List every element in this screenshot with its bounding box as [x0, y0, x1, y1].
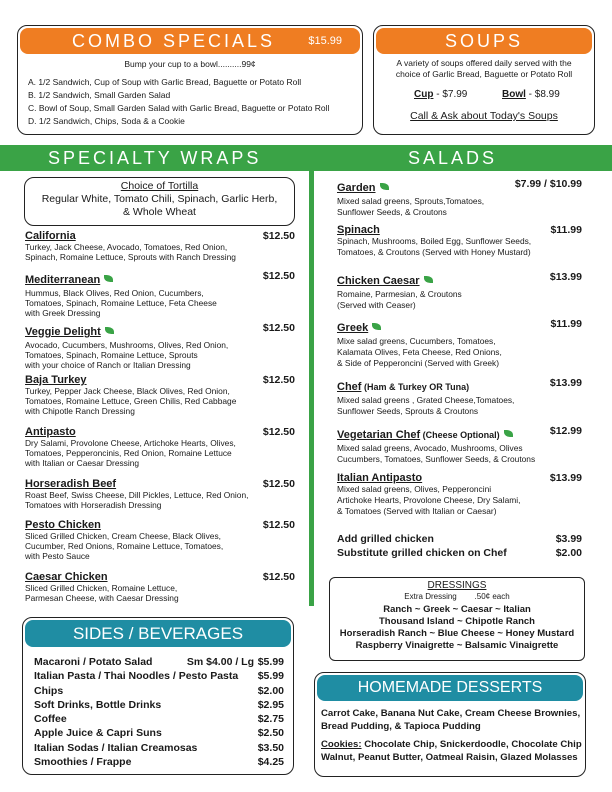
leaf-icon	[372, 323, 381, 330]
wrap-name: California	[25, 230, 76, 242]
leaf-icon	[380, 183, 389, 190]
combo-price: $15.99	[308, 35, 342, 47]
desserts-line: Carrot Cake, Banana Nut Cake, Cream Cheese Brownies,	[321, 708, 581, 719]
soups-title: SOUPS	[444, 31, 524, 51]
salad-desc: & Side of Pepperoncini (Served with Greek)	[337, 358, 499, 368]
side-row	[34, 698, 284, 712]
salad-desc: Mixed salad greens, Olives, Pepperoncini	[337, 484, 492, 494]
salad-item	[337, 472, 582, 517]
side-label: Apple Juice & Capri Suns	[34, 727, 162, 740]
salad-name: Spinach	[337, 224, 380, 236]
dressing-line: Thousand Island ~ Chipotle Ranch	[379, 616, 535, 627]
wrap-item	[25, 322, 295, 370]
dressings-text	[329, 580, 585, 652]
salad-price: $13.99	[549, 472, 582, 484]
wrap-name: Antipasto	[25, 426, 76, 438]
cup-price-row	[414, 89, 467, 100]
salad-extra: (Ham & Turkey OR Tuna)	[361, 382, 470, 392]
salad-price: $13.99	[549, 271, 582, 283]
wrap-name: Pesto Chicken	[25, 519, 101, 531]
salad-desc: Mixed salad greens, Avocado, Mushrooms, Olives	[337, 443, 523, 453]
wrap-desc: Tomatoes, Romaine Lettuce, Green Chilis, Red Cabbage	[25, 396, 237, 406]
wrap-price: $12.50	[262, 519, 295, 531]
wrap-name: Horseradish Beef	[25, 478, 117, 490]
wrap-item	[25, 478, 295, 510]
wrap-desc: with Chipotle Ranch Dressing	[25, 406, 135, 416]
wrap-item	[25, 374, 295, 416]
salad-name: Greek	[337, 322, 369, 334]
wrap-price: $12.50	[262, 374, 295, 386]
wrap-price: $12.50	[262, 571, 295, 583]
salad-name: Garden	[337, 182, 376, 194]
tortilla-line: & Whole Wheat	[123, 206, 196, 218]
salad-desc: & Tomatoes (Served with Italian or Caesar)	[337, 506, 497, 516]
cookies-line: Walnut, Peanut Butter, Oatmeal Raisin, Glazed Molasses	[321, 751, 578, 763]
salad-desc: Tomatoes, & Croutons (Served with Honey Mustard)	[337, 247, 531, 257]
soups-desc-line: choice of Garlic Bread, Baguette or Potato Roll	[395, 69, 573, 79]
salad-item	[337, 178, 582, 218]
wrap-desc: Roast Beef, Swiss Cheese, Dill Pickles, Lettuce, Red Onion,	[25, 490, 249, 500]
salad-desc: Sunflower Seeds, & Croutons	[337, 207, 447, 217]
wrap-desc: Parmesan Cheese, with Caesar Dressing	[25, 593, 179, 603]
combo-list	[28, 76, 358, 128]
side-label: Italian Sodas / Italian Creamosas	[34, 741, 198, 754]
wrap-desc: with Pesto Sauce	[25, 551, 90, 561]
salad-name: Vegetarian Chef	[337, 429, 421, 441]
salad-name: Italian Antipasto	[337, 472, 423, 484]
salad-name: Chef	[337, 381, 362, 393]
soups-desc	[376, 58, 592, 80]
side-row	[34, 755, 284, 769]
wrap-item	[25, 571, 295, 603]
wrap-item	[25, 426, 295, 468]
wrap-price: $12.50	[262, 270, 295, 282]
addon-row	[337, 547, 582, 559]
soups-header	[376, 28, 592, 54]
salad-price: $13.99	[549, 377, 582, 389]
addon-label: Substitute grilled chicken on Chef	[337, 547, 507, 559]
wrap-item	[25, 230, 295, 262]
wrap-desc: Turkey, Jack Cheese, Avocado, Tomatoes, Red Onion,	[25, 242, 228, 252]
side-price: $4.25	[257, 756, 284, 769]
wrap-desc: Dry Salami, Provolone Cheese, Artichoke Hearts, Olives,	[25, 438, 236, 448]
salad-item	[337, 377, 582, 417]
wrap-name: Mediterranean	[25, 274, 101, 286]
wrap-price: $12.50	[262, 230, 295, 242]
tortilla-title: Choice of Tortilla	[120, 180, 199, 192]
side-label: Coffee	[34, 713, 67, 726]
wrap-price: $12.50	[262, 426, 295, 438]
cookies-label: Cookies:	[321, 739, 362, 750]
salad-name: Chicken Caesar	[337, 275, 420, 287]
soups-call: Call & Ask about Today's Soups	[410, 110, 558, 122]
wrap-desc: with Italian or Caesar Dressing	[25, 458, 140, 468]
bowl-price-row	[502, 89, 560, 100]
combo-header	[20, 28, 360, 54]
side-row	[34, 741, 284, 755]
side-price: $2.95	[257, 698, 284, 711]
salad-item	[337, 224, 582, 258]
section-banner	[0, 145, 612, 171]
addon-label: Add grilled chicken	[337, 533, 434, 545]
dressing-line: Raspberry Vinaigrette ~ Balsamic Vinaigrette	[355, 640, 559, 651]
salad-item	[337, 271, 582, 311]
combo-item: C. Bowl of Soup, Small Garden Salad with Garlic Bread, Baguette or Potato Roll	[28, 103, 330, 113]
dressing-line: Ranch ~ Greek ~ Caesar ~ Italian	[383, 604, 531, 615]
salad-desc: Mixed salad greens , Grated Cheese,Tomatoes,	[337, 395, 515, 405]
cookies-row	[321, 739, 583, 752]
side-price: $3.50	[257, 741, 284, 754]
salad-desc: Sunflower Seeds, Sprouts & Croutons	[337, 406, 479, 416]
leaf-icon	[104, 275, 113, 282]
desserts-line: Bread Pudding, & Tapioca Pudding	[321, 720, 481, 732]
wrap-desc: with Greek Dressing	[25, 308, 101, 318]
salad-desc: Artichoke Hearts, Provolone Cheese, Dry Salami,	[337, 495, 521, 505]
wrap-name: Caesar Chicken	[25, 571, 108, 583]
wrap-desc: Tomatoes, Spinach, Romaine Lettuce, Feta Cheese	[25, 298, 217, 308]
combo-title: COMBO SPECIALS	[72, 31, 276, 51]
salad-price: $7.99 / $10.99	[514, 178, 582, 190]
combo-item: A. 1/2 Sandwich, Cup of Soup with Garlic Bread, Baguette or Potato Roll	[28, 77, 302, 87]
salad-desc: Spinach, Mushrooms, Boiled Egg, Sunflower Seeds,	[337, 236, 532, 246]
sides-title: SIDES / BEVERAGES	[72, 624, 244, 643]
salad-desc: Kalamata Olives, Feta Cheese, Red Onions,	[337, 347, 502, 357]
dressings-extra: Extra Dressing .50¢ each	[404, 592, 510, 601]
leaf-icon	[105, 327, 114, 334]
sides-list	[34, 655, 284, 769]
addon-row	[337, 533, 582, 545]
tortilla-text	[24, 180, 295, 219]
side-row	[34, 655, 284, 669]
cookies-line: Chocolate Chip, Snickerdoodle, Chocolate Chip	[361, 739, 582, 750]
salads-title: SALADS	[408, 148, 498, 168]
soups-desc-line: A variety of soups offered daily served with the	[396, 58, 572, 68]
side-row	[34, 684, 284, 698]
side-row	[34, 712, 284, 726]
wrap-desc: Tomatoes with Horseradish Dressing	[25, 500, 162, 510]
cup-price: - $7.99	[433, 89, 468, 100]
salad-price: $11.99	[550, 224, 582, 236]
desserts-text	[321, 708, 583, 764]
sides-header	[25, 620, 291, 647]
side-price: $2.00	[257, 684, 284, 697]
column-divider	[309, 171, 314, 606]
side-label: Italian Pasta / Thai Noodles / Pesto Pasta	[34, 670, 239, 683]
side-price: $5.99	[257, 670, 284, 683]
side-price: $2.50	[257, 727, 284, 740]
bowl-label: Bowl	[502, 89, 526, 100]
salad-desc: Mixed salad greens, Sprouts,Tomatoes,	[337, 196, 485, 206]
combo-bump: Bump your cup to a bowl..........99¢	[124, 59, 256, 69]
wrap-price: $12.50	[262, 478, 295, 490]
wrap-desc: Spinach, Romaine Lettuce, Sprouts with Ranch Dressing	[25, 252, 236, 262]
side-label: Soft Drinks, Bottle Drinks	[34, 698, 162, 711]
side-label: Macaroni / Potato Salad	[34, 656, 153, 668]
wrap-desc: Turkey, Pepper Jack Cheese, Black Olives, Red Onion,	[25, 386, 230, 396]
side-label: Chips	[34, 684, 64, 697]
wrap-item	[25, 519, 295, 561]
tortilla-line: Regular White, Tomato Chili, Spinach, Garlic Herb,	[41, 193, 278, 205]
addon-price: $2.00	[555, 547, 582, 559]
salad-desc: Romaine, Parmesian, & Croutons	[337, 289, 462, 299]
combo-item: B. 1/2 Sandwich, Small Garden Salad	[28, 90, 171, 100]
wrap-desc: Cucumber, Red Onions, Romaine Lettuce, Tomatoes,	[25, 541, 224, 551]
desserts-title: HOMEMADE DESSERTS	[357, 679, 543, 696]
salad-desc: Cucumbers, Tomatoes, Sunflower Seeds, & Croutons	[337, 454, 536, 464]
wrap-desc: with your choice of Ranch or Italian Dressing	[25, 360, 191, 370]
side-label: Smoothies / Frappe	[34, 756, 132, 769]
wrap-desc: Tomatoes, Spinach, Romaine Lettuce, Sprouts	[25, 350, 198, 360]
salad-price: $12.99	[549, 425, 582, 437]
wrap-price: $12.50	[262, 322, 295, 334]
wrap-desc: Hummus, Black Olives, Red Onion, Cucumbers,	[25, 288, 204, 298]
salad-price: $11.99	[550, 318, 582, 330]
wraps-title: SPECIALTY WRAPS	[48, 148, 262, 168]
side-row	[34, 669, 284, 683]
combo-item: D. 1/2 Sandwich, Chips, Soda & a Cookie	[28, 116, 185, 126]
wrap-name: Veggie Delight	[25, 326, 101, 338]
addon-price: $3.99	[555, 533, 582, 545]
salad-item	[337, 318, 582, 369]
desserts-header	[317, 675, 583, 701]
wrap-name: Baja Turkey	[25, 374, 87, 386]
dressings-title: DRESSINGS	[427, 580, 487, 591]
salad-extra: (Cheese Optional)	[420, 430, 500, 440]
wrap-desc: Sliced Grilled Chicken, Romaine Lettuce,	[25, 583, 178, 593]
salad-desc: (Served with Ceaser)	[337, 300, 416, 310]
leaf-icon	[424, 276, 433, 283]
wrap-desc: Avocado, Cucumbers, Mushrooms, Olives, Red Onion,	[25, 340, 229, 350]
salad-desc: Mixe salad greens, Cucumbers, Tomatoes,	[337, 336, 496, 346]
side-price: $2.75	[257, 713, 284, 726]
cup-label: Cup	[414, 89, 434, 100]
wrap-desc: Sliced Grilled Chicken, Cream Cheese, Black Olives,	[25, 531, 221, 541]
side-price: $5.99	[257, 656, 284, 668]
side-size: Sm $4.00 / Lg	[186, 656, 254, 668]
wrap-item	[25, 270, 295, 318]
salad-item	[337, 425, 582, 465]
dressing-line: Horseradish Ranch ~ Blue Cheese ~ Honey Mustard	[339, 628, 575, 639]
wrap-desc: Tomatoes, Pepperoncinis, Red Onion, Romaine Lettuce	[25, 448, 232, 458]
side-row	[34, 726, 284, 740]
bowl-price: - $8.99	[525, 89, 560, 100]
leaf-icon	[504, 430, 513, 437]
